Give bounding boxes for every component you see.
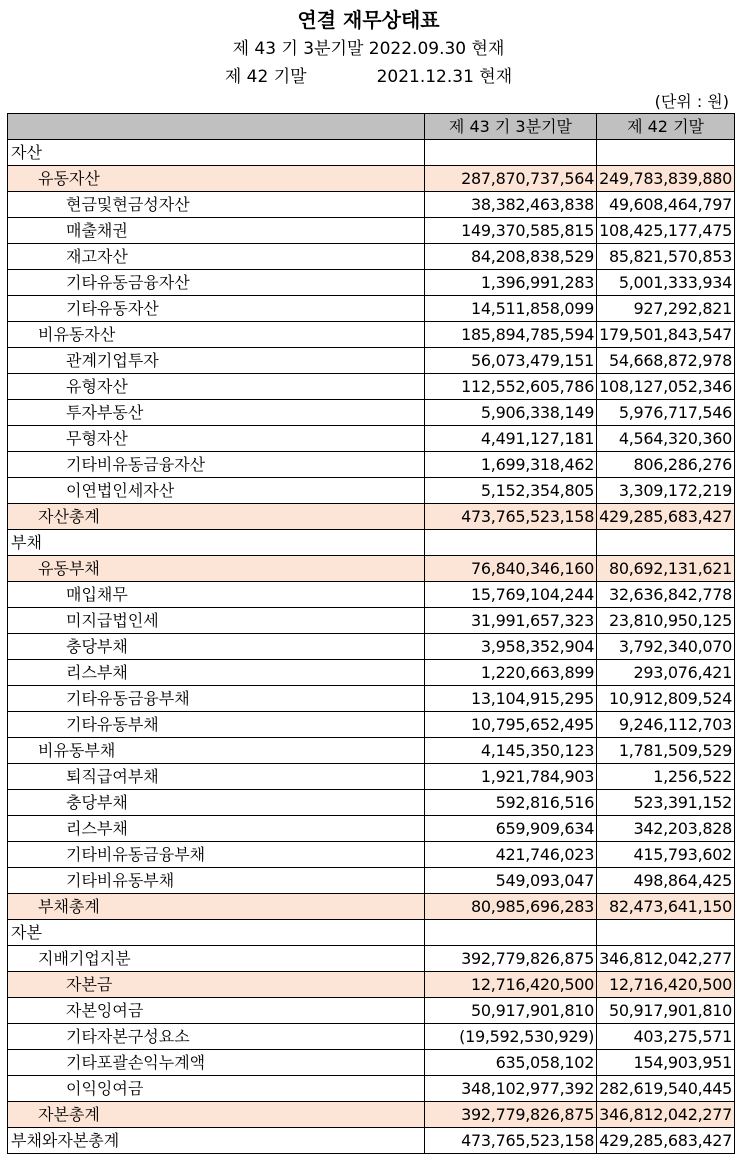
document-title: 연결 재무상태표 [297,8,440,32]
row-label: 이연법인세자산 [8,478,425,504]
row-current-value: 1,921,784,903 [424,764,596,790]
row-previous-value: 293,076,421 [597,660,735,686]
header-previous: 제 42 기말 [597,114,735,140]
row-label: 유형자산 [8,374,425,400]
table-row [8,478,735,504]
row-current-value [424,140,596,166]
row-current-value: 392,779,826,875 [424,1102,596,1128]
table-row [8,244,735,270]
row-previous-value: 342,203,828 [597,816,735,842]
table-row [8,946,735,972]
table-row [8,192,735,218]
row-label: 부채 [8,530,425,556]
row-current-value [424,530,596,556]
row-label: 충당부채 [8,790,425,816]
table-row [8,556,735,582]
row-current-value: 473,765,523,158 [424,504,596,530]
table-row [8,1076,735,1102]
row-previous-value: 346,812,042,277 [597,1102,735,1128]
row-current-value: 10,795,652,495 [424,712,596,738]
row-label: 기타포괄손익누계액 [8,1050,425,1076]
row-previous-value: 523,391,152 [597,790,735,816]
row-label: 퇴직급여부채 [8,764,425,790]
row-previous-value: 282,619,540,445 [597,1076,735,1102]
row-label: 기타비유동금융자산 [8,452,425,478]
row-label: 유동부채 [8,556,425,582]
row-previous-value: 498,864,425 [597,868,735,894]
table-row [8,764,735,790]
row-label: 비유동자산 [8,322,425,348]
table-row [8,972,735,998]
table-row [8,868,735,894]
table-row [8,1050,735,1076]
row-previous-value: 3,309,172,219 [597,478,735,504]
row-previous-value: 5,976,717,546 [597,400,735,426]
row-current-value: 287,870,737,564 [424,166,596,192]
row-label: 무형자산 [8,426,425,452]
row-current-value: 12,716,420,500 [424,972,596,998]
table-row [8,1102,735,1128]
row-label: 자본 [8,920,425,946]
row-previous-value: 108,127,052,346 [597,374,735,400]
table-row [8,166,735,192]
row-previous-value: 108,425,177,475 [597,218,735,244]
row-current-value: 31,991,657,323 [424,608,596,634]
row-label: 매입채무 [8,582,425,608]
row-current-value: 1,220,663,899 [424,660,596,686]
row-label: 지배기업지분 [8,946,425,972]
row-label: 재고자산 [8,244,425,270]
table-row [8,504,735,530]
table-row [8,686,735,712]
row-previous-value: 154,903,951 [597,1050,735,1076]
row-label: 투자부동산 [8,400,425,426]
row-label: 기타비유동부채 [8,868,425,894]
row-label: 부채와자본총계 [8,1128,425,1154]
row-current-value: 112,552,605,786 [424,374,596,400]
row-label: 기타유동부채 [8,712,425,738]
row-current-value: 14,511,858,099 [424,296,596,322]
table-row [8,296,735,322]
row-previous-value: 4,564,320,360 [597,426,735,452]
header-current: 제 43 기 3분기말 [424,114,596,140]
unit-label: (단위 : 원) [654,92,729,111]
row-label: 기타유동자산 [8,296,425,322]
row-label: 부채총계 [8,894,425,920]
row-label: 매출채권 [8,218,425,244]
table-header [8,114,735,140]
table-row [8,1128,735,1154]
row-previous-value: 12,716,420,500 [597,972,735,998]
table-row [8,374,735,400]
table-row [8,998,735,1024]
row-label: 자산 [8,140,425,166]
row-current-value: 5,906,338,149 [424,400,596,426]
row-current-value: (19,592,530,929) [424,1024,596,1050]
row-current-value: 473,765,523,158 [424,1128,596,1154]
table-row [8,218,735,244]
row-previous-value: 429,285,683,427 [597,504,735,530]
table-row [8,712,735,738]
row-current-value: 15,769,104,244 [424,582,596,608]
period-previous-label: 제 42 기말 [224,67,307,87]
row-current-value [424,920,596,946]
table-row [8,426,735,452]
row-previous-value: 82,473,641,150 [597,894,735,920]
table-row [8,842,735,868]
row-current-value: 5,152,354,805 [424,478,596,504]
table-row [8,530,735,556]
table-row [8,140,735,166]
period-current: 제 43 기 3분기말 2022.09.30 현재 [232,39,505,59]
row-previous-value: 9,246,112,703 [597,712,735,738]
table-row [8,452,735,478]
row-previous-value: 23,810,950,125 [597,608,735,634]
table-row [8,816,735,842]
row-current-value: 3,958,352,904 [424,634,596,660]
row-current-value: 4,491,127,181 [424,426,596,452]
row-current-value: 592,816,516 [424,790,596,816]
row-label: 자산총계 [8,504,425,530]
row-current-value: 635,058,102 [424,1050,596,1076]
balance-sheet-table [7,113,735,1154]
row-current-value: 348,102,977,392 [424,1076,596,1102]
row-previous-value: 3,792,340,070 [597,634,735,660]
row-previous-value [597,920,735,946]
row-current-value: 50,917,901,810 [424,998,596,1024]
table-row [8,582,735,608]
row-previous-value: 49,608,464,797 [597,192,735,218]
row-label: 미지급법인세 [8,608,425,634]
table-row [8,790,735,816]
row-label: 기타유동금융부채 [8,686,425,712]
row-label: 자본잉여금 [8,998,425,1024]
row-previous-value: 249,783,839,880 [597,166,735,192]
row-current-value: 549,093,047 [424,868,596,894]
row-previous-value: 32,636,842,778 [597,582,735,608]
table-row [8,322,735,348]
row-current-value: 84,208,838,529 [424,244,596,270]
row-current-value: 76,840,346,160 [424,556,596,582]
row-previous-value: 179,501,843,547 [597,322,735,348]
row-previous-value: 1,781,509,529 [597,738,735,764]
row-previous-value: 1,256,522 [597,764,735,790]
row-previous-value: 50,917,901,810 [597,998,735,1024]
table-row [8,1024,735,1050]
table-row [8,738,735,764]
table-row [8,660,735,686]
row-current-value: 1,396,991,283 [424,270,596,296]
row-label: 리스부채 [8,660,425,686]
row-previous-value: 5,001,333,934 [597,270,735,296]
row-label: 비유동부채 [8,738,425,764]
header-account [8,114,425,140]
row-label: 현금및현금성자산 [8,192,425,218]
row-current-value: 149,370,585,815 [424,218,596,244]
row-previous-value [597,530,735,556]
row-previous-value: 80,692,131,621 [597,556,735,582]
period-previous [0,62,737,87]
table-row [8,608,735,634]
row-previous-value: 10,912,809,524 [597,686,735,712]
row-current-value: 56,073,479,151 [424,348,596,374]
row-previous-value: 415,793,602 [597,842,735,868]
row-label: 이익잉여금 [8,1076,425,1102]
row-current-value: 80,985,696,283 [424,894,596,920]
row-current-value: 4,145,350,123 [424,738,596,764]
row-previous-value: 54,668,872,978 [597,348,735,374]
row-previous-value: 806,286,276 [597,452,735,478]
row-label: 기타자본구성요소 [8,1024,425,1050]
row-current-value: 13,104,915,295 [424,686,596,712]
table-row [8,894,735,920]
table-row [8,634,735,660]
row-label: 충당부채 [8,634,425,660]
period-previous-date: 2021.12.31 현재 [376,67,513,87]
row-previous-value: 429,285,683,427 [597,1128,735,1154]
row-previous-value: 403,275,571 [597,1024,735,1050]
row-current-value: 659,909,634 [424,816,596,842]
row-label: 리스부채 [8,816,425,842]
row-current-value: 421,746,023 [424,842,596,868]
row-current-value: 392,779,826,875 [424,946,596,972]
row-current-value: 38,382,463,838 [424,192,596,218]
table-row [8,920,735,946]
row-label: 자본총계 [8,1102,425,1128]
row-label: 관계기업투자 [8,348,425,374]
row-previous-value: 927,292,821 [597,296,735,322]
row-current-value: 1,699,318,462 [424,452,596,478]
row-label: 유동자산 [8,166,425,192]
row-previous-value [597,140,735,166]
row-label: 기타비유동금융부채 [8,842,425,868]
row-current-value: 185,894,785,594 [424,322,596,348]
row-previous-value: 346,812,042,277 [597,946,735,972]
table-row [8,270,735,296]
row-label: 자본금 [8,972,425,998]
row-previous-value: 85,821,570,853 [597,244,735,270]
table-row [8,348,735,374]
row-label: 기타유동금융자산 [8,270,425,296]
table-row [8,400,735,426]
